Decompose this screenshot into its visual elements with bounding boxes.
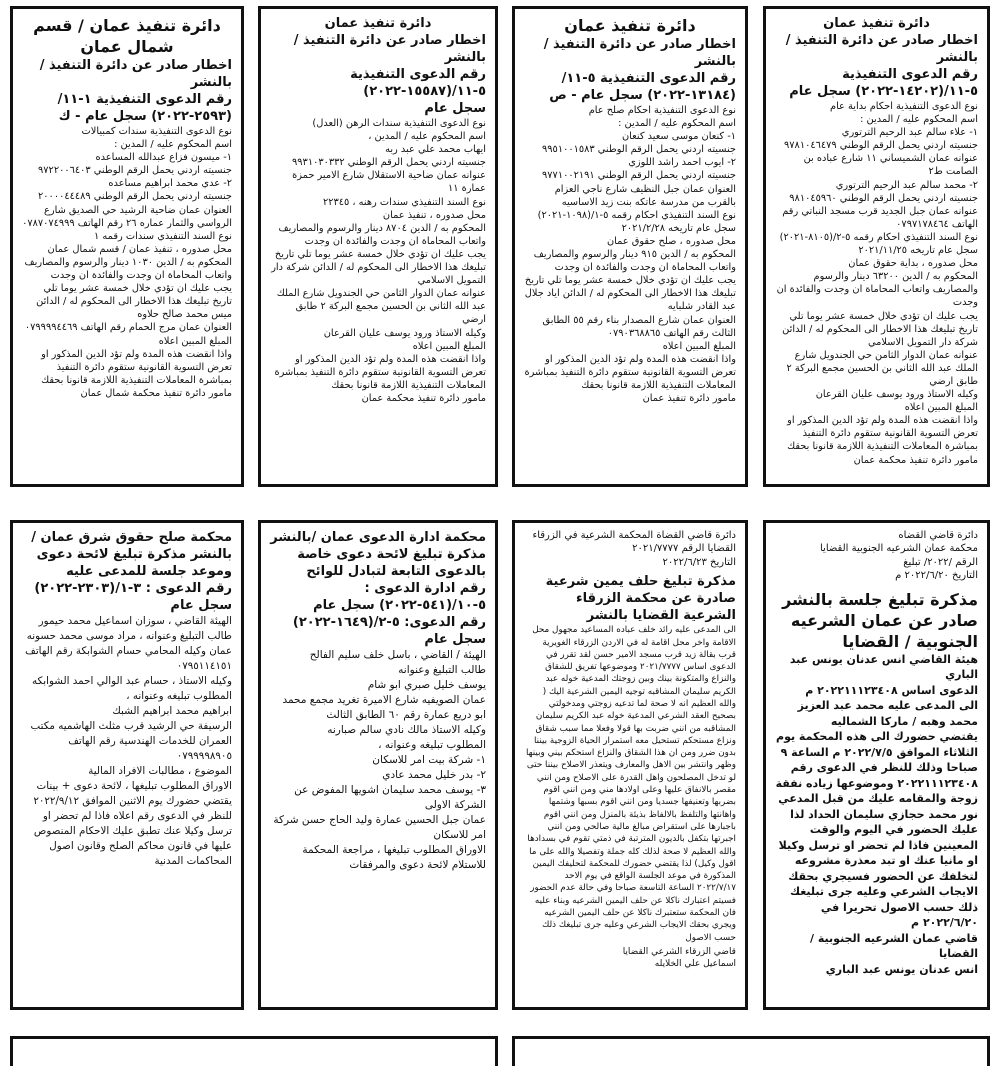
case-number: رقم الدعوى التنفيذية ٥-١١/ (١٣١٨٤-٢٠٢٢) سجل عام - ص [549, 71, 736, 103]
notice-east-amman-magistrate [10, 520, 244, 1010]
line: عنوانه عمان ضاحية الاستقلال شارع الامير حمزة عمارة ١١ [292, 170, 486, 195]
line: نوع الدعوى التنفيذية احكام بداية عام [830, 101, 978, 112]
signature-line: مامور دائرة تنفيذ محكمة عمان [361, 392, 486, 404]
case-subtitle: سجل عام [424, 632, 486, 647]
line: ٢- ايوب احمد راشد اللوزي [628, 157, 736, 169]
notice-title: دائرة تنفيذ عمان / قسم شمال عمان [33, 16, 221, 56]
pre-line: دائرة قاضي القضاه [898, 530, 978, 541]
line: وكيله الاستاذ ورود يوسف عليان القرعان [323, 327, 486, 339]
line: واذا انقضت هذه المدة ولم تؤد الدين المذكور او تعرض التسوية القانونية ستقوم دائرة التنفيذ بمباشرة المعاملات التنفيذية اللازمة قانونا بحقك [41, 348, 232, 386]
line: ايهاب محمد علي عبد ربه [385, 144, 486, 156]
line: الرسيفة حي الرشيد قرب مثلث الهاشميه مكتب العمران للخدمات الهندسية رقم الهاتف ٠٧٩٩٩٩٨٩٠٥ [30, 720, 232, 762]
line: ١- شركة بيت امر للاسكان [372, 754, 486, 766]
line: المطلوب تبليغه وعنوانه ، [378, 739, 486, 751]
line: نوع السند التنفيذي سندات رهنه ، ٢٢٣٤٥ [322, 196, 486, 208]
line: عمان وكيله المحامي حسام الشوابكة رقم الهاتف ٠٧٩٥١١٤١٥١ [25, 645, 232, 672]
case-number: رقم الدعوى التنفيذية ١-١١/ (٢٥٩٣-٢٠٢٢) سجل عام - ك [57, 92, 232, 124]
signature-line: اسماعيل علي الخلايله [654, 959, 736, 970]
line: العنوان عمان شارع المصدار بناء رقم ٥٥ الطابق الثالث رقم الهاتف ٠٧٩٠٣٦٨٨٦٥ [542, 314, 736, 339]
line: الهيئة / القاضي ، باسل خلف سليم الفالح [309, 649, 486, 661]
notice-amman-case-management [258, 520, 498, 1010]
line: للنظر في الدعوى رقم اعلاه فاذا لم تحضر او ترسل وكيلا عنك تطبق عليك الاحكام المنصوص عليها في قانون محاكم الصلح وقانون اصول المحاكمات المدنية [33, 810, 232, 867]
line: جنسيته اردني يحمل الرقم الوطني ٩٨١٠٤٥٩٦٠ [789, 192, 978, 204]
line: المحكوم به / الدين ٦٣٢٠٠ دينار والرسوم والمصاريف واتعاب المحاماة ان وجدت والفائدة ان وجدت [776, 271, 978, 309]
line: جنسيته اردني يحمل الرقم الوطني ٩٩٥١٠٠١٥٨٣ [542, 144, 736, 156]
line: قاضي عمان الشرعيه الجنوبية / القضايا [810, 931, 978, 961]
case-number: رقم الدعوى التنفيذية ٥-١١/(١٤٢٠٢-٢٠٢٢) سجل عام [789, 67, 978, 99]
line: وكيله الاستاذ مالك نادي سالم صبارنه [327, 724, 486, 736]
line: اسم المحكوم عليه / المدين : [618, 118, 736, 130]
pre-line: القضايا الرقم ٢٠٢١/٧٧٧٧ [632, 543, 736, 555]
next-row-box-left [10, 1036, 498, 1066]
line: الدعوى اساس ٢٠٢٢١١١٢٣٤٠٨ م [805, 683, 978, 697]
signature-line: مامور دائرة تنفيذ محكمة عمان [853, 454, 978, 466]
line: محل صدوره ، صلح حقوق عمان [606, 235, 736, 247]
line: عنوانه عمان جبل الجديد قرب مسجد النباتي رقم الهاتف ٠٧٩٧١٧٨٤٦٤ [782, 205, 978, 230]
line: وكيله الاستاذ ، حسام عبد الوالي احمد الشوابكه [32, 675, 232, 687]
signature-line: مامور دائرة تنفيذ محكمة شمال عمان [80, 387, 232, 399]
line: اسم المحكوم عليه / المدين : [860, 114, 978, 126]
notice-title: دائرة تنفيذ عمان [823, 16, 930, 31]
line: الموضوع ، مطالبات الافراد المالية [88, 765, 232, 777]
line: العنوان عمان ضاحية الرشيد حي الصديق شارع الرواسي والثمار عماره ٢٦ رقم الهاتف ٠٧٨٧٠٧٤٩٩٩ [22, 204, 232, 229]
notice-heading: مذكرة تبليغ جلسة بالنشر صادر عن عمان الشرعيه الجنوبية / القضايا [782, 589, 978, 651]
pre-line: التاريخ ٢٠٢٢/٦/٢٣ [662, 556, 736, 568]
notice-title: دائرة تنفيذ عمان [564, 16, 696, 35]
line: يجب عليك ان تؤدي خلال خمسة عشر يوما تلي تاريخ تبليغك هذا الاخطار الى المحكوم له / الدائن شركة دار التمويل الاسلامي [271, 248, 486, 287]
line: المبلغ المبين اعلاه [158, 335, 232, 347]
line: العنوان عمان جبل النظيف شارع ناجي العزام بالقرب من مدرسة عاتكه بنت زيد الاساسيه [554, 183, 736, 208]
line: ١- كنعان موسى سعيد كنعان [621, 131, 736, 143]
line: اسم المحكوم عليه / المدين ، [368, 131, 486, 143]
line: ٢- محمد سالم عبد الرحيم الترتوري [835, 179, 978, 191]
case-subtitle: سجل عام [170, 598, 232, 613]
line: محل صدوره ، بداية حقوق عمان [848, 258, 978, 270]
line: ابراهيم محمد ابراهيم الشبك [112, 705, 232, 717]
line: واذا انقضت هذه المدة ولم تؤد الدين المذكور او تعرض التسوية القانونية ستقوم دائرة التنفيذ بمباشرة المعاملات التنفيذية اللازمة قانونا بحقك [787, 415, 978, 453]
line: الاوراق المطلوب تبليغها ، لائحة دعوى + بينات يقتضي حضورك يوم الاثنين الموافق ٢٠٢٢/٩/١٢ [33, 780, 232, 807]
notice-heading: محكمة ادارة الدعوى عمان /بالنشر [270, 530, 486, 545]
notice-title: دائرة تنفيذ عمان [324, 16, 432, 31]
line: جنسيته اردني يحمل الرقم الوطني ٩٧٢٢٠٠٦٤٠٣ [38, 165, 232, 177]
line: نوع السند التنفيذي احكام رقمه ٥-٢/(٨١٠٥-٢٠٢١) سجل عام تاريخه ٢٠٢١/١١/٢٥ [779, 231, 978, 257]
signature-line: مامور دائرة تنفيذ عمان [642, 393, 736, 405]
line: ١- علاء سالم عبد الرحيم الترتوري [841, 127, 978, 139]
line: يجب عليك ان تؤدي خلال خمسة عشر يوما تلي تاريخ تبليغك هذا الاخطار الى المحكوم له / الدائن ميس محمد صالح حلاوه [36, 283, 232, 321]
line: الى المدعى عليه محمد عبد العزيز محمد وهبه / ماركا الشماليه [797, 699, 978, 728]
pre-line: التاريخ ٢٠٢٢/٦/٢٠ م [895, 570, 978, 582]
line: نوع الدعوى التنفيذية سندات كمبيالات [81, 126, 232, 137]
line: نوع الدعوى التنفيذية احكام صلح عام [588, 105, 736, 116]
line: يجب عليك ان تؤدي خلال خمسة عشر يوما تلي تاريخ تبليغك هذا الاخطار الى المحكوم له / الدائن شركة دار التمويل الاسلامي [782, 310, 978, 348]
line: واذا انقضت هذه المدة ولم تؤد الدين المذكور او تعرض التسوية القانونية ستقوم دائرة التنفيذ بمباشرة المعاملات التنفيذية اللازمة قانونا بحقك [524, 353, 736, 391]
line: هيئة القاضي انس عدنان يونس عبد الباري [789, 652, 978, 682]
line: واذا انقضت هذه المدة ولم تؤد الدين المذكور او تعرض التسوية القانونية ستقوم دائرة التنفيذ بمباشرة المعاملات التنفيذية اللازمة قانونا بحقك [274, 353, 486, 391]
next-row-box-right [512, 1036, 990, 1066]
notice-amman-15587 [258, 6, 498, 487]
line: عنوانه عمان الدوار الثامن حي الجندويل شارع الملك عبد الله الثاني بن الحسين مجمع البركة ٢ طابق ارضي [276, 288, 486, 326]
line: وكيله الاستاذ ورود يوسف عليان القرعان [815, 389, 978, 401]
line: المحكوم به / الدين ٩١٥ دينار والرسوم والمصاريف واتعاب المحاماة ان وجدت والفائدة ان وجدت [533, 249, 736, 274]
case-number: رقم الدعوى التنفيذية ٥-١١/(١٥٥٨٧-٢٠٢٢) [350, 67, 486, 99]
notice-subheading: مذكرة تبليغ لائحة دعوى خاصة بالدعوى التابعة لتبادل للوائح [297, 547, 486, 579]
line: ٢- بدر خليل محمد عادي [382, 769, 486, 781]
line: المحكوم به / الدين ١٠٣٠ دينار والرسوم والمصاريف واتعاب المحاماة ان وجدت والفائدة ان وجدت [24, 256, 232, 282]
line: العنوان عمان مرج الحمام رقم الهاتف ٠٧٩٩٩٩٤٤٦٩ [24, 322, 232, 334]
signature-line: انس عدنان يونس عبد الباري [825, 962, 978, 976]
line: ٣- يوسف محمد سليمان اشويها المفوض عن الشركة الاولى [294, 784, 486, 811]
case-number: رقم ادارة الدعوى : ٥-١٠/(٥٤١-٢٠٢٢) سجل عام [313, 581, 486, 613]
line: المبلغ المبين اعلاه [662, 340, 736, 352]
case-number: رقم الدعوى : ٣-١/(٢٣٠٣-٢٠٢٢) [34, 581, 232, 596]
notice-heading: اخطار صادر عن دائرة التنفيذ / بالنشر [785, 33, 978, 65]
line: جنسيته اردني يحمل الرقم الوطني ٢٠٠٠٠٤٤٤٨٩ [38, 191, 232, 203]
line: المبلغ المبين اعلاه [904, 402, 978, 414]
notice-heading: محكمة صلح حقوق شرق عمان / بالنشر مذكرة تبليغ لائحة دعوى وموعد جلسة للمدعى عليه [31, 530, 232, 579]
line: نوع الدعوى التنفيذية سندات الرهن (العدل) [312, 118, 486, 129]
line: عنوانه عمان الدوار الثامن حي الجندويل شارع الملك عبد الله الثاني بن الحسين مجمع البركة ٢ طابق ارضي [786, 349, 978, 387]
line: جنسيته اردني يحمل الرقم الوطني ٩٧٧١٠٠٢١٩١ [542, 170, 736, 182]
line: طالب التبليغ وعنوانه ، مراد موسى محمد حسونه [26, 630, 232, 642]
pre-line: دائرة قاضي القضاة المحكمة الشرعية في الزرقاء [532, 530, 736, 541]
pre-line: الرقم /٢٠٢٢/ تبليغ [903, 556, 978, 568]
notice-heading: اخطار صادر عن دائرة التنفيذ / بالنشر [293, 33, 486, 65]
notice-amman-13184 [512, 6, 748, 487]
pre-line: محكمة عمان الشرعيه الجنوبية القضايا [820, 543, 978, 555]
signature-line: قاضي الزرقاء الشرعي القضايا [622, 946, 736, 957]
line: يجب عليك ان تؤدي خلال خمسة عشر يوما تلي تاريخ تبليغك هذا الاخطار الى المحكوم له / الدائن اياد جلال عبد القادر شلبايه [524, 275, 736, 313]
line: ١- ميسون فزاع عبدالله المساعده [95, 152, 232, 164]
notice-body: الى المدعى عليه رائد خلف عباده المساعيد مجهول محل الاقامة واخر محل اقامة له في الاردن الزرقاء الغويرية قرب بقالة زيد قرب مسجد الامير حسن لقد تقرر في الدعوى اساس ٢٠٢١/٧٧٧٧ وموضوعها تفريق للشقاق والنزاع والمتكونة بينك وبين زوجتك المدعية خوله عبد الكريم سليمان المشاقبه توجيه اليمين الشرعية اليك ( والله العظيم انه لا صحة لما تدعيه زوجتي ومدخولتي بصحيح العقد الشرعي المدعية خوله عبد الكريم سليمان المشاقبه من انني ضربت بها قولا وفعلا مما سبب شقاق ونزاع مستحكم تستحيل معه استمرار الحياة الزوجية بيننا بدون ضرر ومن ان هذا الشقاق والنزاع استحكم بيني وبينها وظهر وانتشر بين الاهل والمعارف ويتعذر الاصلاح بيننا حتى لو تدخل المصلحون واهل القدرة على الاصلاح ومن انني مقصر بالانفاق عليها وعلى اولادها مني ومن انني اقوم بضربها وتعنيفها جسديا ومن انني اقوم بسبها وشتمها واهانتها والتلفظ بالالفاظ بذيئة بالمنزل ومن انني اقوم باجبارها على استقراض مبالغ مالية صالحي ومن انني اجبرتها بتكفل بالديون المترتبة في ذمتي تقوم في بسدادها والله العظيم لا صحة لذلك كله جملة وتفصيلا والله على ما اقول وكيل) لذا يقتضي حضورك للمحكمة لتحليفك اليمين المذكورة في موعد الجلسة الواقع في يوم الاحد ٢٠٢٢/٧/١٧ الساعة التاسعة صباحا وفي حالة عدم الحضور فسيتم اعتبارك ناكلا عن حلف اليمين الشرعيه وبناء عليه فان المحكمة ستعتبرك ناكلا عن حلف اليمين الشرعيه ويجري بحقك الايجاب الشرعي وعليه جرى تبليغك ذلك حسب الاصول [526, 625, 736, 943]
notice-zarqa-sharia-oath [512, 520, 748, 1010]
notice-heading: مذكرة تبليغ حلف يمين شرعية صادرة عن محكمة الزرقاء الشرعية القضايا بالنشر [545, 574, 736, 624]
notice-heading: اخطار صادر عن دائرة التنفيذ / بالنشر [543, 37, 736, 69]
line: المطلوب تبليغه وعنوانه ، [126, 690, 232, 702]
case-number-2: رقم الدعوى: ٥-٢/(١٦٤٩-٢٠٢٢) [292, 615, 486, 630]
line: نوع السند التنفيذي سندات رقمه ١ [94, 230, 232, 242]
notice-heading: اخطار صادر عن دائرة التنفيذ / بالنشر [39, 58, 232, 90]
line: محل صدوره ، تنفيذ عمان / قسم شمال عمان [47, 243, 232, 255]
line: عنوانه عمان الشميساني ١١ شارع عباده بن الصامت ط٢ [803, 153, 978, 178]
line: جنسيته اردني يحمل الرقم الوطني ٩٩٣١٠٣٠٣٣٢ [292, 157, 486, 169]
line: جنسيته اردني يحمل الرقم الوطني ٩٧٨١٠٤٦٤٧٩ [784, 140, 978, 152]
line: عمان جبل الحسين عمارة وليد الحاج حسن شركة امر للاسكان [273, 814, 486, 841]
line: الاوراق المطلوب تبليغها ، مراجعة المحكمة للاستلام لائحة دعوى والمرفقات [302, 844, 486, 871]
line: الهيئة القاضي ، سوزان اسماعيل محمد حيمور [38, 615, 232, 627]
line: يقتضي حضورك الى هذه المحكمة يوم الثلاثاء الموافق ٢٠٢٢/٧/٥ م الساعة ٩ صباحا وذلك للنظر في الدعوى رقم ٢٠٢٢١١١٢٣٤٠٨ وموضوعها زياده نفقة زوجة والمقامه عليك من قبل المدعي نور محمد حجازي سليمان الحداد لذا عليك الحضور في اليوم والوقت المعينين فاذا لم تحضر او ترسل وكيلا او مانيا عنك او تبد معذرة مشروعه لتخلفك عن الحضور فسيجري بحقك الايجاب الشرعي وعليه جرى تبليغك ذلك حسب الاصول تحريرا في ٢٠٢٢/٦/٢٠ م [775, 730, 978, 930]
line: يوسف خليل صبري ابو شام [367, 679, 486, 691]
line: عمان الصويفيه شارع الاميرة تغريد مجمع محمد ابو دريع عمارة رقم ٦٠ الطابق الثالث [282, 694, 486, 721]
line: ٢- عدي محمد ابراهيم مساعده [108, 178, 232, 190]
line: محل صدوره ، تنفيذ عمان [382, 209, 486, 221]
line: نوع السند التنفيذي احكام رقمه ٥-١/(١٠٩٨-٢٠٢١) سجل عام تاريخه ٢٠٢١/٢/٢٨ [537, 209, 736, 234]
line: المبلغ المبين اعلاه [412, 340, 486, 352]
notice-south-amman-sharia [763, 520, 990, 1010]
notice-north-amman-2593 [10, 6, 244, 487]
line: طالب التبليغ وعنوانه [398, 664, 486, 676]
line: المحكوم به / الدين ٨٧٠٤ دينار والرسوم والمصاريف واتعاب المحاماة ان وجدت والفائدة ان وجدت [278, 222, 486, 247]
notice-amman-14202 [763, 6, 990, 487]
case-subtitle: سجل عام [424, 101, 486, 116]
line: اسم المحكوم عليه / المدين : [114, 139, 232, 151]
